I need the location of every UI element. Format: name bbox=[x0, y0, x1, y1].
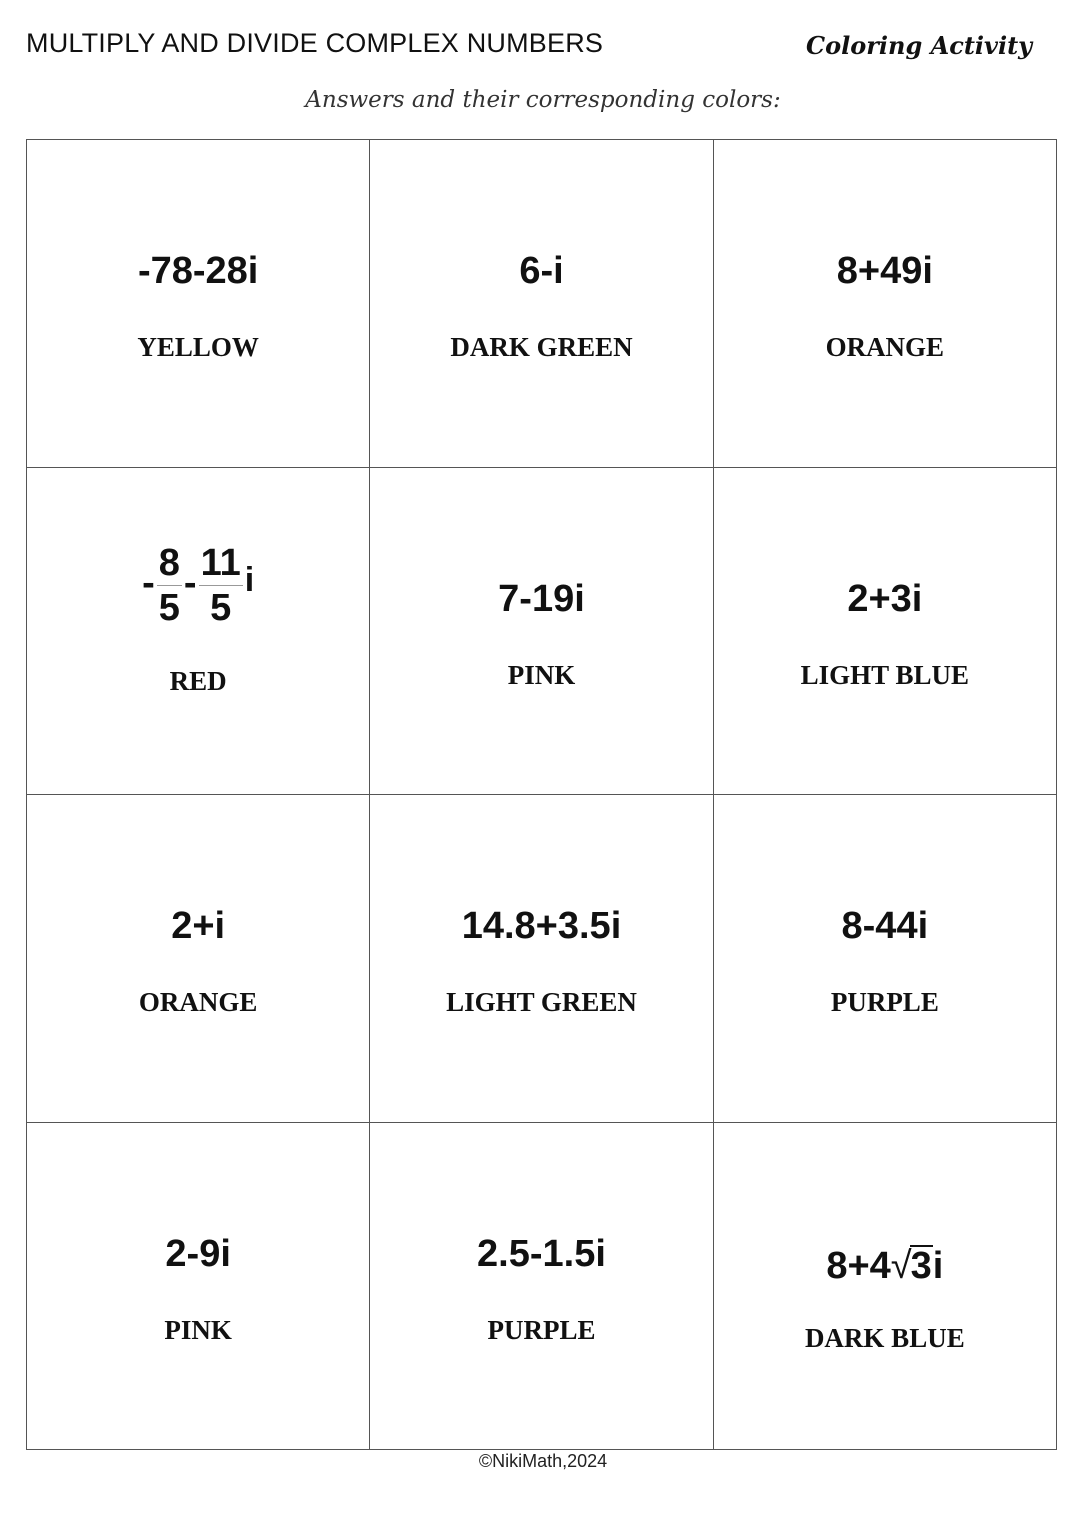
color-label: LIGHT GREEN bbox=[446, 987, 637, 1017]
color-label: PINK bbox=[507, 659, 576, 690]
imaginary-unit: i bbox=[244, 560, 255, 599]
answer-card bbox=[27, 140, 370, 468]
color-label: DARK GREEN bbox=[450, 332, 633, 362]
subtitle: Answers and their corresponding colors: bbox=[305, 87, 781, 113]
answer-value: -78-28i bbox=[137, 250, 259, 292]
answer-card bbox=[27, 468, 370, 796]
answer-card bbox=[370, 1123, 713, 1451]
color-label: YELLOW bbox=[137, 332, 259, 362]
sign: - bbox=[142, 561, 155, 604]
radicand: 3 bbox=[910, 1244, 932, 1287]
answer-value: 2-9i bbox=[165, 1232, 231, 1275]
answer-grid bbox=[26, 139, 1057, 1450]
color-label: ORANGE bbox=[825, 332, 945, 362]
numerator: 8 bbox=[158, 541, 180, 584]
color-label: LIGHT BLUE bbox=[800, 659, 969, 690]
page-title: MULTIPLY AND DIVIDE COMPLEX NUMBERS bbox=[26, 28, 604, 58]
answer-card bbox=[714, 795, 1057, 1123]
answer-value bbox=[27, 541, 369, 629]
answer-value bbox=[714, 1245, 1056, 1288]
color-label: RED bbox=[169, 665, 227, 696]
activity-label: Coloring Activity bbox=[806, 31, 1033, 60]
answer-card bbox=[714, 1123, 1057, 1451]
color-label: PINK bbox=[164, 1314, 232, 1345]
color-label: ORANGE bbox=[138, 987, 258, 1017]
answer-value: 8-44i bbox=[841, 905, 929, 947]
answer-value: 6-i bbox=[519, 250, 564, 292]
answer-card bbox=[714, 140, 1057, 468]
denominator: 5 bbox=[158, 586, 180, 629]
answer-card bbox=[370, 468, 713, 796]
answer-card bbox=[370, 795, 713, 1123]
numerator: 11 bbox=[200, 541, 241, 584]
color-label: DARK BLUE bbox=[804, 1322, 965, 1353]
answer-card bbox=[27, 795, 370, 1123]
answer-value: 7-19i bbox=[498, 577, 585, 620]
fraction bbox=[157, 541, 182, 629]
answer-card bbox=[370, 140, 713, 468]
color-label: PURPLE bbox=[830, 987, 939, 1017]
answer-value: 2+i bbox=[171, 905, 226, 947]
fraction-expression bbox=[142, 541, 255, 629]
copyright-footer: ©NikiMath,2024 bbox=[478, 1451, 608, 1471]
expression-prefix: 8+4 bbox=[826, 1244, 891, 1287]
answer-value: 8+49i bbox=[836, 250, 933, 292]
denominator: 5 bbox=[210, 586, 232, 629]
radical-symbol: √ bbox=[890, 1244, 912, 1287]
sign: - bbox=[183, 561, 197, 604]
answer-value: 2.5-1.5i bbox=[477, 1232, 606, 1275]
answer-value: 2+3i bbox=[847, 577, 923, 620]
fraction bbox=[199, 541, 243, 629]
color-label: PURPLE bbox=[487, 1314, 596, 1345]
answer-card bbox=[27, 1123, 370, 1451]
answer-card bbox=[714, 468, 1057, 796]
imaginary-unit: i bbox=[932, 1244, 944, 1287]
answer-value: 14.8+3.5i bbox=[461, 905, 622, 947]
